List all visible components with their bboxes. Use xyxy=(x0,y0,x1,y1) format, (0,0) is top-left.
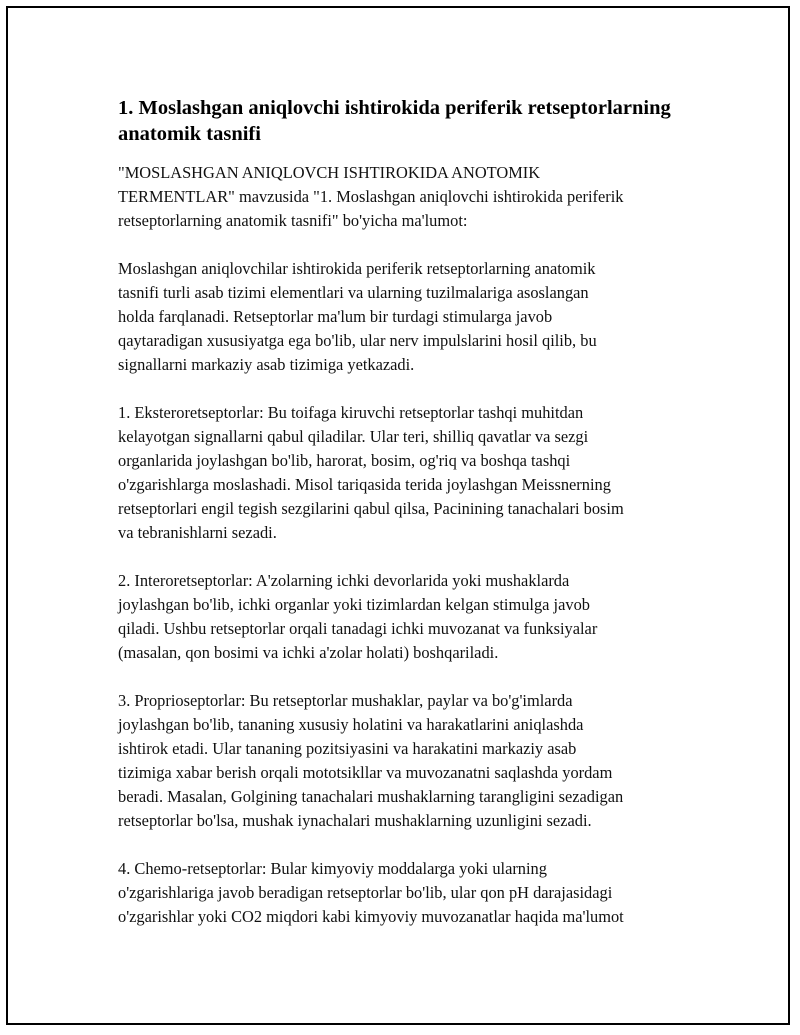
proprioceptors-paragraph: 3. Proprioseptorlar: Bu retseptorlar mushaklar, paylar va bo'g'imlarda joylashgan bo'lib, tananing xususiy holatini va harakatlarini aniqlashda ishtirok etadi. Ular tananing pozitsiyasini va harakatini markaziy asab tizimiga xabar berish orqali mototsikllar va muvozanatni saqlashda yordam beradi. Masalan, Golgining tanachalari mushaklarning tarangligini sezadigan retseptorlar bo'lsa, mushak iynachalari mushaklarning uzunligini sezadi. xyxy=(118,691,624,830)
interoreceptors-paragraph: 2. Interoretseptorlar: A'zolarning ichki devorlarida yoki mushaklarda joylashgan bo'lib, ichki organlar yoki tizimlardan kelgan stimulga javob qiladi. Ushbu retseptorlar orqali tanadagi ichki muvozanat va funksiyalar (masalan, qon bosimi va ichki a'zolar holati) boshqariladi. xyxy=(118,571,598,662)
chemoreceptors-paragraph: 4. Chemo-retseptorlar: Bular kimyoviy moddalarga yoki ularning o'zgarishlariga javob beradigan retseptorlar bo'lib, ular qon pH darajasidagi o'zgarishlar yoki CO2 miqdori kabi kimyoviy muvozanatlar haqida ma'lumot xyxy=(118,859,624,926)
document-body xyxy=(118,95,688,953)
intro-paragraph: "MOSLASHGAN ANIQLOVCH ISHTIROKIDA ANOTOMIK TERMENTLAR" mavzusida "1. Moslashgan aniqlovchi ishtirokida periferik retseptorlarning anatomik tasnifi" bo'yicha ma'lumot: xyxy=(118,163,624,230)
document-title: 1. Moslashgan aniqlovchi ishtirokida periferik retseptorlarning anatomik tasnifi xyxy=(118,97,671,145)
overview-paragraph: Moslashgan aniqlovchilar ishtirokida periferik retseptorlarning anatomik tasnifi turli asab tizimi elementlari va ularning tuzilmalariga asoslangan holda farqlanadi. Retseptorlar ma'lum bir turdagi stimularga javob qaytaradigan xususiyatga ega bo'lib, ular nerv impulslarini hosil qilib, bu signallarni markaziy asab tizimiga yetkazadi. xyxy=(118,259,597,374)
exteroreceptors-paragraph: 1. Eksteroretseptorlar: Bu toifaga kiruvchi retseptorlar tashqi muhitdan kelayotgan signallarni qabul qiladilar. Ular teri, shilliq qavatlar va sezgi organlarida joylashgan bo'lib, harorat, bosim, og'riq va boshqa tashqi o'zgarishlarga moslashadi. Misol tariqasida terida joylashgan Meissnerning retseptorlari engil tegish sezgilarini qabul qilsa, Pacinining tanachalari bosim va tebranishlarni sezadi. xyxy=(118,403,624,542)
